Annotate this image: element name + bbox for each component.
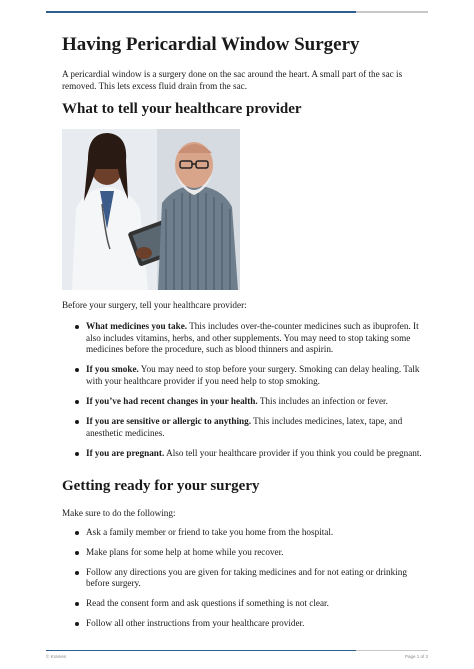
- list-item-bold: If you are sensitive or allergic to anything.: [86, 416, 252, 427]
- page-title: Having Pericardial Window Surgery: [62, 34, 360, 55]
- section2-lead: Make sure to do the following:: [62, 508, 176, 518]
- list-item-bold: If you smoke.: [86, 364, 139, 375]
- list-item: [62, 321, 422, 356]
- list-item-text: This includes over-the-counter medicines such as ibuprofen. It also includes vitamins, herbs, and other supplements. You may need to stop taking some medicines before the procedure, such as blood thinners and aspirin.: [86, 321, 419, 355]
- header-rule: [46, 11, 428, 13]
- footer-rule-accent: [46, 650, 356, 651]
- header-rule-accent: [46, 11, 356, 13]
- list-item-text: This includes an infection or fever.: [257, 396, 388, 407]
- list-item-text: You may need to stop before your surgery. Smoking can delay healing. Talk with your healthcare provider if you need help to stop smoking.: [86, 364, 420, 386]
- list-item: Ask a family member or friend to take you home from the hospital.: [62, 527, 422, 539]
- list-item: [62, 448, 422, 460]
- list-item-bold: If you’ve had recent changes in your health.: [86, 396, 258, 407]
- section1-lead: Before your surgery, tell your healthcare provider:: [62, 300, 247, 310]
- list-item: [62, 416, 422, 439]
- section-heading-getting-ready: Getting ready for your surgery: [62, 478, 260, 494]
- footer-copyright: © Krames: [46, 654, 67, 659]
- list-item: [62, 396, 422, 408]
- photo-illustration: [62, 129, 240, 290]
- list-item: Make plans for some help at home while you recover.: [62, 547, 422, 559]
- list-item-bold: If you are pregnant.: [86, 448, 165, 459]
- preparation-checklist: [62, 527, 422, 638]
- footer-page-number: Page 1 of 3: [404, 654, 428, 659]
- list-item-bold: What medicines you take.: [86, 321, 188, 331]
- list-item-text: This includes medicines, latex, tape, and anesthetic medicines.: [86, 416, 403, 438]
- list-item: Follow all other instructions from your healthcare provider.: [62, 618, 422, 630]
- list-item: Follow any directions you are given for taking medicines and for not eating or drinking before surgery.: [62, 567, 422, 590]
- doctor-patient-photo: [62, 129, 240, 290]
- footer-rule: [46, 650, 428, 651]
- section-heading-tell-provider: What to tell your healthcare provider: [62, 101, 302, 117]
- list-item-text: Also tell your healthcare provider if you think you could be pregnant.: [164, 448, 422, 459]
- provider-checklist: [62, 321, 422, 468]
- list-item: [62, 364, 422, 387]
- list-item: Read the consent form and ask questions if something is not clear.: [62, 598, 422, 610]
- intro-paragraph: A pericardial window is a surgery done on the sac around the heart. A small part of the sac is removed. This lets excess fluid drain from the sac.: [62, 69, 403, 91]
